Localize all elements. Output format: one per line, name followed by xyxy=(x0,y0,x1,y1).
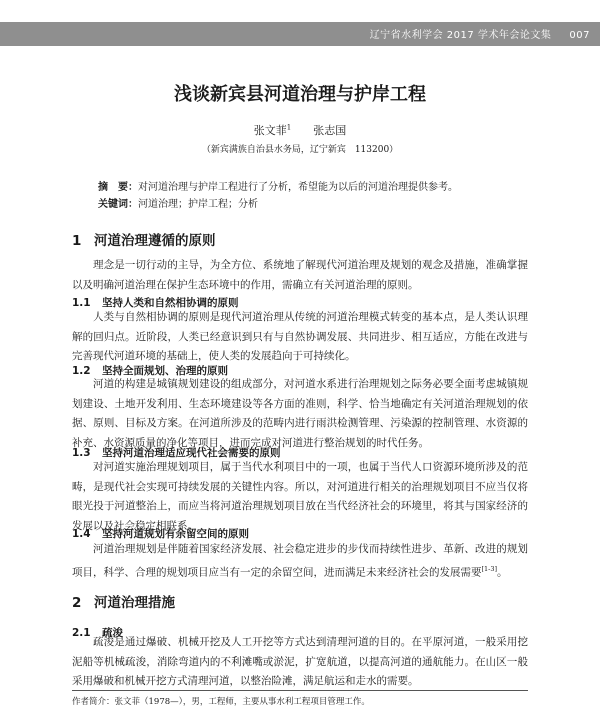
footnote-divider xyxy=(72,690,528,691)
section-title: 河道治理遵循的原则 xyxy=(94,233,216,249)
citation-ref: [1-3] xyxy=(481,564,498,573)
subsection-number: 2.1 xyxy=(72,627,91,639)
subsection-1-4-text xyxy=(72,540,528,583)
subsection-title: 坚持人类和自然相协调的原则 xyxy=(102,297,239,309)
subsection-1-2-text: 河道的构建是城镇规划建设的组成部分，对河道水系进行治理规划之际务必要全面考虑城镇规划建设、土地开发利用、生态环境建设等各方面的准则，科学、恰当地确定有关河道治理规划的依据、原则、目标及方案。在河道所涉及的范畴内进行雨洪检测管理、污染源的控制管理、水资源的补充、水资源质量的净化等项目，进而完成对河道进行整治规划的时代任务。 xyxy=(72,378,528,449)
page-number: 007 xyxy=(569,30,590,41)
subsection-1-1-text: 人类与自然相协调的原则是现代河道治理从传统的河道治理模式转变的基本点，是人类认识理解的回归点。近阶段，人类已经意识到只有与自然协调发展、共同进步、相互适应，方能在改进与完善现代河道环境的基础上，使人类的发展趋向于可持续化。 xyxy=(72,311,528,362)
abstract-label: 摘 要： xyxy=(98,182,138,193)
affiliation: （新宾满族自治县水务局，辽宁新宾 113200） xyxy=(201,145,399,155)
subsection-title: 坚持全面规划、治理的原则 xyxy=(102,365,228,377)
subsection-number: 1.2 xyxy=(72,365,91,377)
subsection-1-4-heading xyxy=(72,526,249,541)
author-1-mark: 1 xyxy=(286,123,292,132)
section-1-intro: 理念是一切行动的主导，为全方位、系统地了解现代河道治理及规划的观念及措施，准确掌握以及明确河道治理在保护生态环境中的作用，需确立有关河道治理的原则。 xyxy=(72,259,528,291)
subsection-number: 1.1 xyxy=(72,297,91,309)
abstract xyxy=(98,178,558,193)
keywords-label: 关键词： xyxy=(98,199,138,210)
section-number: 1 xyxy=(72,233,82,249)
subsection-2-1-text: 疏浚是通过爆破、机械开挖及人工开挖等方式达到清理河道的目的。在平原河道，一般采用挖泥船等机械疏浚，消除弯道内的不利滩嘴或淤泥，扩宽航道，以提高河道的通航能力。在山区一般采用爆破和机械开挖方式清理河道，以整治险滩，满足航运和走水的需要。 xyxy=(72,636,528,687)
journal-name: 辽宁省水利学会 2017 学术年会论文集 xyxy=(369,30,552,41)
subsection-1-3-text: 对河道实施治理规划项目，属于当代水利项目中的一项，也属于当代人口资源环境所涉及的范畴，是现代社会实现可持续发展的关键性内容。所以，对河道进行相关的治理规划项目不应当仅将眼光投于河道整治上，而应当将河道治理规划项目放在当代经济社会的环境里，将其与国家经济的发展以及社会稳定相联系。 xyxy=(72,461,528,532)
author-footnote: 作者简介：张文菲（1978—），男，工程师，主要从事水利工程项目管理工作。 xyxy=(72,697,370,707)
author-1: 张文菲 xyxy=(253,124,287,137)
section-title: 河道治理措施 xyxy=(94,595,175,611)
author-2: 张志国 xyxy=(313,124,347,137)
abstract-text: 对河道治理与护岸工程进行了分析，希望能为以后的河道治理提供参考。 xyxy=(138,182,458,193)
subsection-title: 疏浚 xyxy=(102,627,123,639)
section-number: 2 xyxy=(72,595,82,611)
authors xyxy=(0,122,600,138)
subsection-title: 坚持河道规划有余留空间的原则 xyxy=(102,528,249,540)
subsection-title: 坚持河道治理适应现代社会需要的原则 xyxy=(102,447,281,459)
section-2-heading xyxy=(72,591,175,611)
article-title: 浅谈新宾县河道治理与护岸工程 xyxy=(174,84,426,105)
subsection-number: 1.4 xyxy=(72,528,91,540)
subsection-1-4-body: 河道治理规划是伴随着国家经济发展、社会稳定进步的步伐而持续性进步、革新、改进的规划项目，科学、合理的规划项目应当有一定的余留空间，进而满足未来经济社会的发展需要 xyxy=(72,543,528,578)
subsection-number: 1.3 xyxy=(72,447,91,459)
sentence-end: 。 xyxy=(497,566,508,578)
section-1-heading xyxy=(72,229,216,249)
running-header xyxy=(370,26,590,41)
keywords xyxy=(98,195,558,210)
keywords-text: 河道治理；护岸工程；分析 xyxy=(138,199,258,210)
